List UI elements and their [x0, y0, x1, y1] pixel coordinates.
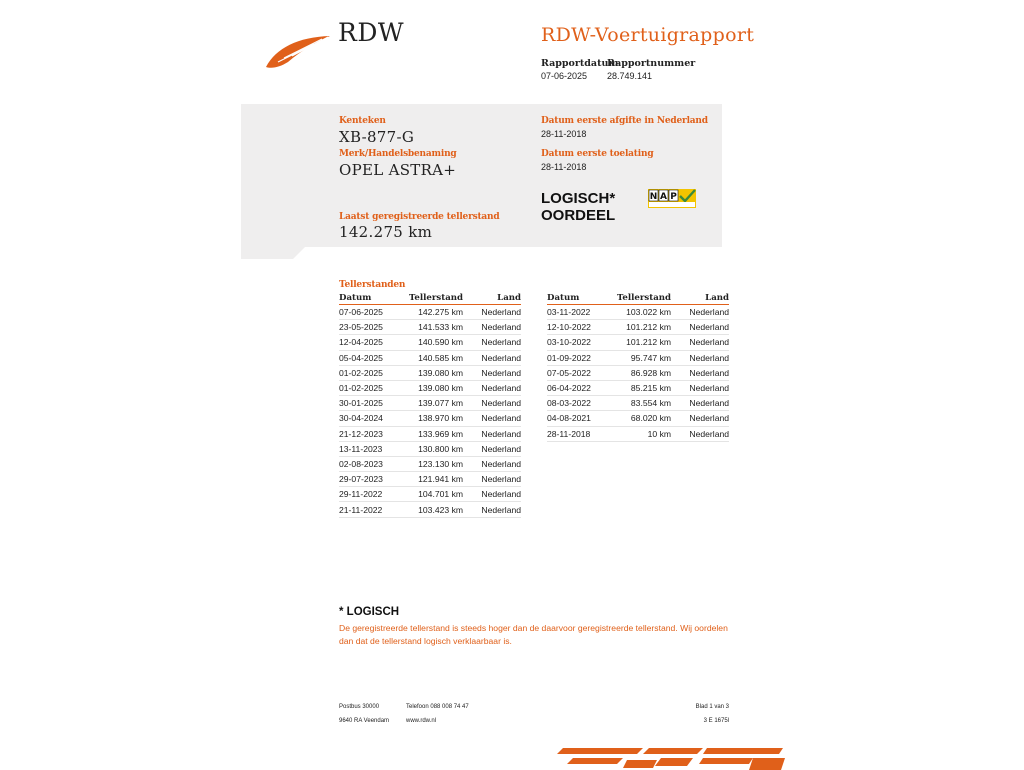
verdict	[541, 190, 615, 224]
table-row	[339, 335, 521, 350]
header-date: Datum	[547, 292, 617, 305]
table-row	[339, 350, 521, 365]
report-date-label: Rapportdatum	[541, 58, 619, 69]
plate-number: XB-877-G	[339, 128, 415, 146]
reading-value: 139.077 km	[409, 396, 463, 411]
reading-value: 133.969 km	[409, 426, 463, 441]
header-reading: Tellerstand	[409, 293, 464, 303]
reading-country: Nederland	[463, 502, 521, 517]
table-row	[339, 472, 521, 487]
reading-country: Nederland	[671, 396, 729, 411]
readings-table-left	[339, 292, 521, 518]
readings-table-right	[547, 292, 729, 442]
footer-code: 3 E 1675l	[703, 718, 729, 724]
table-row	[547, 305, 729, 320]
reading-country: Nederland	[671, 380, 729, 395]
reading-value: 68.020 km	[617, 411, 671, 426]
reading-value: 123.130 km	[409, 456, 463, 471]
reading-value: 103.423 km	[409, 502, 463, 517]
svg-text:A: A	[660, 192, 667, 202]
report-number-label: Rapportnummer	[607, 58, 696, 69]
report-date: 07-06-2025	[541, 71, 588, 81]
first-nl-date: 28-11-2018	[541, 129, 587, 139]
table-row	[339, 380, 521, 395]
reading-date: 30-04-2024	[339, 411, 409, 426]
table-row	[339, 487, 521, 502]
table-row	[339, 441, 521, 456]
reading-date: 01-09-2022	[547, 350, 617, 365]
reading-country: Nederland	[463, 365, 521, 380]
reading-date: 28-11-2018	[547, 426, 617, 441]
plate-label: Kenteken	[339, 116, 386, 126]
footnote-text: De geregistreerde tellerstand is steeds hoger dan de daarvoor geregistreerde tellerstand. Wij oordelen dan dat de tellerstand logisch verklaarbaar is.	[339, 623, 728, 646]
footer-address-1: Postbus 30000	[339, 704, 380, 710]
table-row	[339, 396, 521, 411]
reading-date: 01-02-2025	[339, 365, 409, 380]
reading-value: 95.747 km	[617, 350, 671, 365]
table-row	[339, 305, 521, 320]
footer-address-2: 9640 RA Veendam	[339, 718, 390, 724]
table-row	[339, 320, 521, 335]
verdict-line-2: OORDEEL	[541, 207, 616, 224]
table-row	[339, 426, 521, 441]
reading-country: Nederland	[671, 365, 729, 380]
reading-value: 139.080 km	[409, 365, 463, 380]
reading-value: 130.800 km	[409, 441, 463, 456]
table-row	[547, 396, 729, 411]
table-row	[339, 365, 521, 380]
reading-date: 12-04-2025	[339, 335, 409, 350]
table-row	[339, 411, 521, 426]
reading-country: Nederland	[671, 335, 729, 350]
footnote-title: * LOGISCH	[339, 606, 400, 618]
reading-value: 10 km	[617, 426, 671, 441]
reading-value: 86.928 km	[617, 365, 671, 380]
reading-country: Nederland	[671, 411, 729, 426]
nap-logo-icon	[648, 189, 696, 208]
report-number: 28.749.141	[607, 71, 653, 81]
reading-country: Nederland	[671, 350, 729, 365]
header-country: Land	[463, 292, 521, 305]
make-label: Merk/Handelsbenaming	[339, 149, 457, 159]
footer-page: Blad 1 van 3	[695, 704, 729, 710]
table-row	[339, 456, 521, 471]
reading-country: Nederland	[463, 441, 521, 456]
reading-date: 07-05-2022	[547, 365, 617, 380]
panel-tail	[241, 247, 305, 259]
table-row	[547, 426, 729, 441]
reading-value: 83.554 km	[617, 396, 671, 411]
reading-date: 07-06-2025	[339, 305, 409, 320]
first-admission-date: 28-11-2018	[541, 162, 587, 172]
reading-value: 104.701 km	[409, 487, 463, 502]
reading-date: 29-11-2022	[339, 487, 409, 502]
reading-value: 85.215 km	[617, 380, 671, 395]
reading-value: 139.080 km	[409, 380, 463, 395]
reading-value: 140.590 km	[409, 335, 463, 350]
reading-country: Nederland	[463, 472, 521, 487]
reading-country: Nederland	[463, 335, 521, 350]
table-row	[339, 502, 521, 517]
reading-date: 05-04-2025	[339, 350, 409, 365]
reading-country: Nederland	[463, 456, 521, 471]
header-country: Land	[671, 292, 729, 305]
reading-value: 141.533 km	[409, 320, 463, 335]
first-nl-label: Datum eerste afgifte in Nederland	[541, 116, 708, 126]
table-row	[547, 320, 729, 335]
make-value: OPEL ASTRA+	[339, 161, 457, 179]
table-row	[547, 335, 729, 350]
reading-date: 23-05-2025	[339, 320, 409, 335]
reading-value: 138.970 km	[409, 411, 463, 426]
rdw-logo-icon	[264, 34, 332, 70]
reading-date: 03-10-2022	[547, 335, 617, 350]
reading-value: 103.022 km	[617, 305, 671, 320]
reading-country: Nederland	[671, 320, 729, 335]
reading-date: 12-10-2022	[547, 320, 617, 335]
footer-website[interactable]: www.rdw.nl	[406, 718, 437, 724]
footer-phone: Telefoon 088 008 74 47	[406, 704, 469, 710]
reading-value: 101.212 km	[617, 320, 671, 335]
table-row	[547, 350, 729, 365]
reading-country: Nederland	[463, 411, 521, 426]
reading-country: Nederland	[463, 320, 521, 335]
header-date: Datum	[339, 292, 409, 305]
reading-date: 08-03-2022	[547, 396, 617, 411]
report-title: RDW-Voertuigrapport	[541, 24, 755, 46]
first-admission-label: Datum eerste toelating	[541, 149, 654, 159]
verdict-line-1: LOGISCH*	[541, 190, 616, 207]
reading-date: 01-02-2025	[339, 380, 409, 395]
last-reading-value: 142.275 km	[339, 223, 433, 241]
reading-date: 02-08-2023	[339, 456, 409, 471]
svg-text:P: P	[670, 192, 677, 202]
readings-title: Tellerstanden	[339, 280, 406, 290]
reading-country: Nederland	[463, 350, 521, 365]
reading-country: Nederland	[671, 305, 729, 320]
table-row	[547, 365, 729, 380]
reading-value: 142.275 km	[409, 305, 463, 320]
reading-country: Nederland	[671, 426, 729, 441]
reading-date: 29-07-2023	[339, 472, 409, 487]
reading-date: 13-11-2023	[339, 441, 409, 456]
reading-value: 101.212 km	[617, 335, 671, 350]
reading-date: 21-11-2022	[339, 502, 409, 517]
table-row	[547, 380, 729, 395]
rdw-stripes-icon	[553, 746, 785, 770]
header-reading: Tellerstand	[617, 293, 672, 303]
reading-date: 06-04-2022	[547, 380, 617, 395]
reading-country: Nederland	[463, 305, 521, 320]
reading-country: Nederland	[463, 487, 521, 502]
last-reading-label: Laatst geregistreerde tellerstand	[339, 212, 500, 222]
reading-date: 21-12-2023	[339, 426, 409, 441]
svg-text:N: N	[649, 192, 658, 202]
reading-date: 04-08-2021	[547, 411, 617, 426]
reading-date: 30-01-2025	[339, 396, 409, 411]
reading-country: Nederland	[463, 380, 521, 395]
reading-country: Nederland	[463, 396, 521, 411]
reading-value: 121.941 km	[409, 472, 463, 487]
reading-country: Nederland	[463, 426, 521, 441]
brand-name: RDW	[338, 18, 405, 47]
table-row	[547, 411, 729, 426]
reading-date: 03-11-2022	[547, 305, 617, 320]
reading-value: 140.585 km	[409, 350, 463, 365]
